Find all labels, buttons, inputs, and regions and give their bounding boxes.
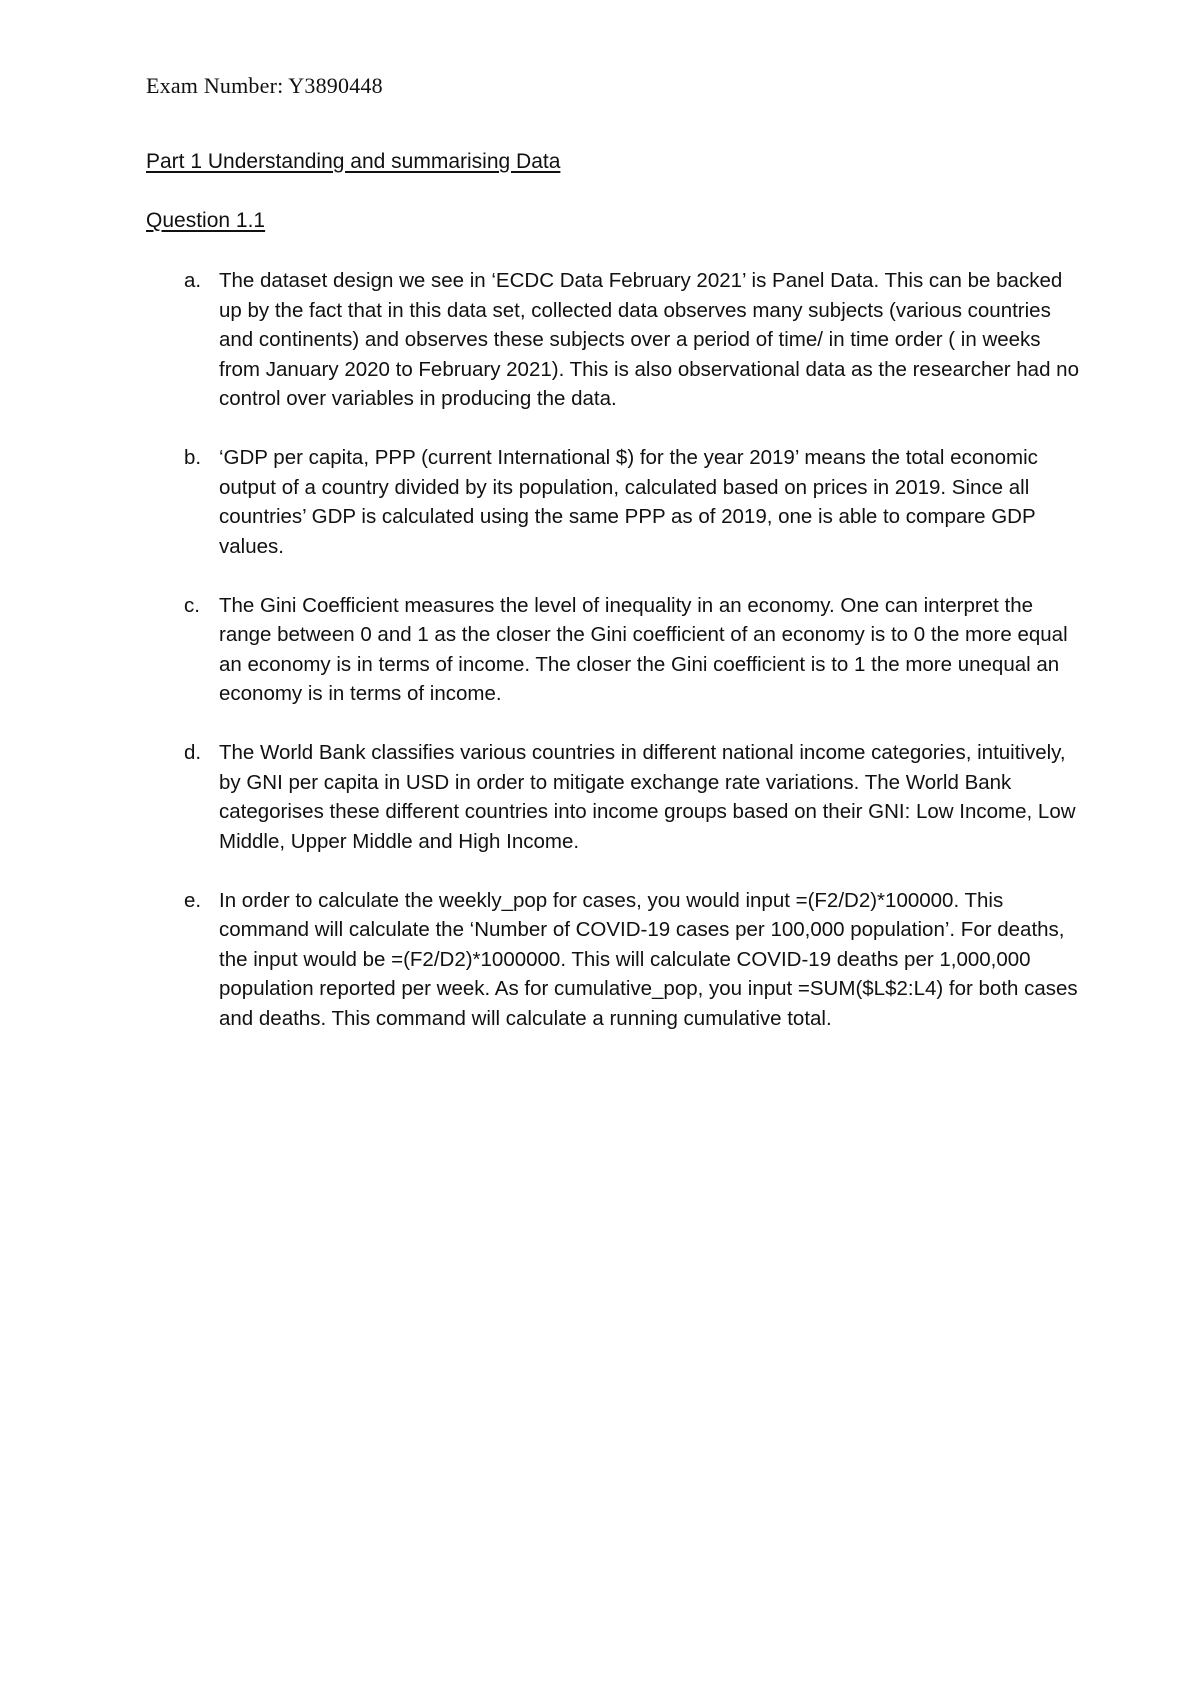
exam-number: Exam Number: Y3890448 (146, 73, 383, 98)
answer-letter: c. (184, 593, 200, 617)
answer-text: The World Bank classifies various countries in different national income categories, intuitively, by GNI per capita in USD in order to mitigate exchange rate variations. The World Bank categorises these different countries into income groups based on their GNI: Low Income, Low Middle, Upper Middle and High Income. (219, 741, 1076, 853)
answer-text: ‘GDP per capita, PPP (current International $) for the year 2019’ means the total economic output of a country divided by its population, calculated based on prices in 2019. Since all countries’ GDP is calculated using the same PPP as of 2019, one is able to compare GDP values. (219, 446, 1038, 558)
answer-list (146, 266, 1086, 1063)
answer-e (146, 886, 1086, 1034)
answer-text: The Gini Coefficient measures the level of inequality in an economy. One can interpret the range between 0 and 1 as the closer the Gini coefficient of an economy is to 0 the more equal an economy is in terms of income. The closer the Gini coefficient is to 1 the more unequal an economy is in terms of income. (219, 593, 1068, 705)
answer-a (146, 266, 1086, 414)
answer-c (146, 591, 1086, 709)
answer-letter: d. (184, 741, 202, 764)
answer-letter: e. (184, 888, 202, 912)
answer-text: The dataset design we see in ‘ECDC Data February 2021’ is Panel Data. This can be backed up by the fact that in this data set, collected data observes many subjects (various countries and continents) and observes these subjects over a period of time/ in time order ( in weeks from January 2020 to February 2021). This is also observational data as the researcher had no control over variables in producing the data. (219, 269, 1079, 410)
answer-b (146, 443, 1086, 561)
part-heading: Part 1 Understanding and summarising Data (146, 150, 561, 173)
answer-text: In order to calculate the weekly_pop for cases, you would input =(F2/D2)*100000. This command will calculate the ‘Number of COVID-19 cases per 100,000 population’. For deaths, the input would be =(F2/D2)*1000000. This will calculate COVID-19 deaths per 1,000,000 population reported per week. As for cumulative_pop, you input =SUM($L$2:L4) for both cases and deaths. This command will calculate a running cumulative total. (219, 888, 1078, 1030)
answer-letter: b. (184, 446, 202, 469)
answer-d (146, 738, 1086, 856)
question-heading: Question 1.1 (146, 209, 266, 232)
answer-letter: a. (184, 269, 202, 292)
